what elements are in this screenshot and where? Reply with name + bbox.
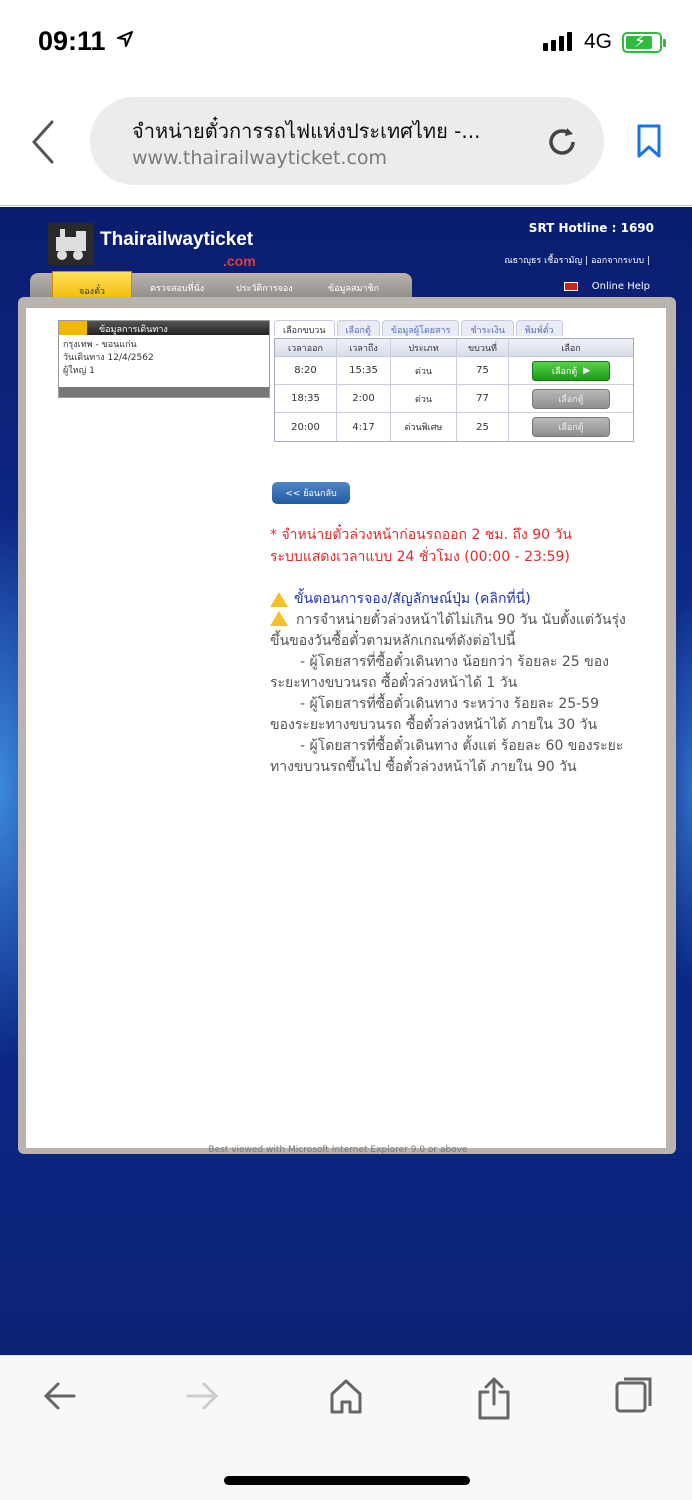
menu-item-member[interactable]: ข้อมูลสมาชิก — [328, 284, 380, 294]
address-bar[interactable] — [90, 97, 604, 185]
booking-steps — [274, 320, 563, 336]
status-bar — [0, 0, 692, 84]
chevron-left-icon[interactable] — [30, 120, 56, 164]
reload-icon[interactable] — [545, 125, 579, 159]
table-row: 8:20 15:35 ด่วน 75 เลือกตู้ ▶ — [275, 357, 633, 385]
step-payment[interactable]: ชำระเงิน — [461, 320, 513, 336]
home-indicator — [224, 1476, 470, 1485]
network-type: 4G — [584, 30, 613, 53]
forward-arrow-icon[interactable] — [184, 1376, 220, 1416]
home-icon[interactable] — [328, 1376, 364, 1416]
user-name: ณธาญุธร เชื้อรามัญ — [504, 256, 583, 266]
table-row: 18:35 2:00 ด่วน 77 เลือกตู้ — [275, 385, 633, 413]
online-help-link[interactable]: Online Help — [564, 281, 650, 292]
select-car-button-disabled[interactable]: เลือกตู้ — [532, 417, 610, 437]
step-print-ticket[interactable]: พิมพ์ตั๋ว — [516, 320, 563, 336]
menu-item-history[interactable]: ประวัติการจอง — [236, 284, 293, 294]
warning-icon — [270, 592, 288, 607]
site-logo[interactable]: Thairailwayticket .com — [48, 223, 266, 273]
share-icon[interactable] — [476, 1376, 512, 1420]
tabs-icon[interactable] — [614, 1376, 654, 1416]
browser-bottom-toolbar — [0, 1355, 692, 1500]
booking-notice: * จำหน่ายตั๋วล่วงหน้าก่อนรถออก 2 ชม. ถึง 90 วัน ระบบแสดงเวลาแบบ 24 ชั่วโมง (00:00 - 23:59) — [270, 527, 572, 565]
warning-icon — [270, 611, 288, 626]
trip-passengers: ผู้ใหญ่ 1 — [63, 366, 95, 376]
cellular-signal-icon — [543, 32, 572, 51]
booking-steps-link[interactable]: ขั้นตอนการจอง/สัญลักษณ์ปุ่ม (คลิกที่นี่) — [270, 588, 531, 610]
trip-info-panel — [58, 320, 270, 398]
user-line: ณธาญุธร เชื้อรามัญ | ออกจากระบบ | — [504, 256, 650, 266]
logout-link[interactable]: ออกจากระบบ — [590, 256, 645, 266]
step-passenger-info[interactable]: ข้อมูลผู้โดยสาร — [382, 320, 460, 336]
page-host: www.thairailwayticket.com — [132, 147, 388, 169]
content-panel — [26, 308, 666, 1148]
menu-item-booking[interactable]: จองตั๋ว — [52, 271, 132, 303]
srt-hotline: SRT Hotline : 1690 — [528, 221, 654, 235]
select-car-button[interactable]: เลือกตู้ ▶ — [532, 361, 610, 381]
trip-route: กรุงเทพ - ขอนแก่น — [63, 340, 137, 350]
advance-booking-info: การจำหน่ายตั๋วล่วงหน้าได้ไม่เกิน 90 วัน นับตั้งแต่วันรุ่งขึ้นของวันซื้อตั๋วตามหลักเกณฑ์ดังต่อไปนี้ - ผู้โดยสารที่ซื้อตั๋วเดินทาง น้อยกว่า ร้อยละ 25 ของ ระยะทางขบวนรถ ซื้อตั๋วล่วงหน้าได้ 1 วัน - ผู้โดยสารที่ซื้อตั๋วเดินทาง ระหว่าง ร้อยละ 25-59 ของระยะทางขบวนรถ ซื้อตั๋วล่วงหน้าได้ ภายใน 30 วัน - ผู้โดยสารที่ซื้อตั๋วเดินทาง ตั้งแต่ ร้อยละ 60 ของระยะ ทางขบวนรถขึ้นไป ซื้อตั๋วล่วงหน้าได้ ภายใน 90 วัน — [270, 612, 626, 775]
train-logo-icon — [48, 223, 94, 265]
battery-charging-icon: ⚡ — [622, 32, 662, 53]
train-table — [274, 338, 634, 442]
bookmark-icon[interactable] — [636, 124, 662, 158]
browser-note: Best viewed with Microsoft Internet Explorer 9.0 or above — [208, 1145, 468, 1155]
menu-item-check-seat[interactable]: ตรวจสอบที่นั่ง — [150, 284, 205, 294]
page-title: จำหน่ายตั๋วการรถไฟแห่งประเทศไทย -... — [132, 119, 481, 143]
trip-info-title: ข้อมูลการเดินทาง — [99, 325, 168, 335]
location-arrow-icon — [116, 30, 134, 48]
status-time: 09:11 — [38, 26, 106, 56]
browser-toolbar — [0, 84, 692, 206]
table-header: เวลาออก เวลาถึง ประเภท ขบวนที่ เลือก — [275, 339, 633, 357]
content-frame — [18, 297, 676, 1154]
step-select-car[interactable]: เลือกตู้ — [337, 320, 380, 336]
table-row: 20:00 4:17 ด่วนพิเศษ 25 เลือกตู้ — [275, 413, 633, 441]
step-select-train[interactable]: เลือกขบวน — [274, 320, 335, 336]
play-arrow-icon: ▶ — [583, 365, 591, 376]
trip-date: วันเดินทาง 12/4/2562 — [63, 353, 154, 363]
web-content — [0, 207, 692, 1355]
back-arrow-icon[interactable] — [42, 1376, 78, 1416]
uk-flag-icon — [564, 282, 578, 291]
select-car-button-disabled[interactable]: เลือกตู้ — [532, 389, 610, 409]
back-button[interactable]: << ย้อนกลับ — [272, 482, 350, 504]
